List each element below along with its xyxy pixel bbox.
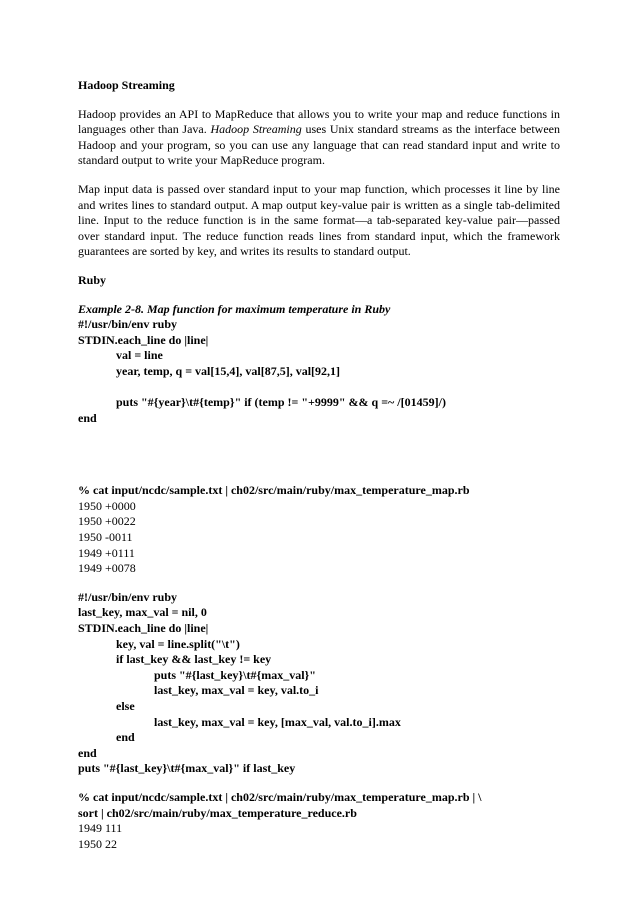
code-line: else	[116, 699, 135, 713]
shell-command: % cat input/ncdc/sample.txt | ch02/src/main/ruby/max_temperature_map.rb | \	[78, 789, 482, 804]
code-line: STDIN.each_line do |line|	[78, 621, 209, 636]
code-line: end	[78, 745, 97, 760]
output-line: 1949 111	[78, 821, 123, 836]
output-line: 1950 +0022	[78, 514, 136, 529]
code-line: key, val = line.split("\t")	[116, 636, 240, 651]
intro-text-b: uses Unix standard streams as the interface between Hadoop and your program, so you can use any language that can read standard input and write to standard output to write your MapReduce program.	[78, 122, 560, 168]
output-line: 1949 +0078	[78, 561, 136, 576]
shell-command-continued: sort | ch02/src/main/ruby/max_temperature_reduce.rb	[78, 805, 357, 820]
section-heading: Hadoop Streaming	[78, 78, 175, 92]
code-line: last_key, max_val = key, [max_val, val.to_i].max	[154, 714, 401, 729]
reduce-code-block	[78, 590, 560, 777]
intro-emphasis: Hadoop Streaming	[210, 122, 302, 137]
map-run-block	[78, 483, 560, 577]
output-line: 1950 +0000	[78, 498, 136, 513]
code-line: year, temp, q = val[15,4], val[87,5], val[92,1]	[116, 363, 341, 378]
code-line: last_key, max_val = nil, 0	[78, 605, 207, 620]
reduce-run-block	[78, 790, 560, 852]
code-line: last_key, max_val = key, val.to_i	[154, 683, 319, 698]
intro-paragraph	[78, 107, 560, 169]
output-line: 1950 -0011	[78, 530, 133, 545]
code-line: #!/usr/bin/env ruby	[78, 317, 178, 332]
code-line: #!/usr/bin/env ruby	[78, 589, 178, 604]
output-line: 1950 22	[78, 836, 117, 851]
map-input-paragraph: Map input data is passed over standard input to your map function, which processes it line by line and writes lines to standard output. A map output key-value pair is written as a single tab-delimited line. Input to the reduce function is in the same format—a tab-separated key-value pair—passed over standard input. The reduce function reads lines from standard input, which the framework guarantees are sorted by key, and writes its results to standard output.	[78, 181, 560, 259]
intro-text-a: Hadoop provides an API to MapReduce that allows you to write your map and reduce functions in languages other than Java.	[78, 106, 560, 137]
code-line: val = line	[116, 348, 163, 363]
output-line: 1949 +0111	[78, 545, 135, 560]
code-line: puts "#{last_key}\t#{max_val}" if last_key	[78, 761, 296, 776]
code-line: puts "#{last_key}\t#{max_val}"	[154, 667, 316, 682]
document-page	[78, 78, 560, 865]
code-line: end	[78, 410, 97, 425]
code-line: if last_key && last_key != key	[116, 652, 272, 667]
map-code-block	[78, 302, 560, 427]
shell-command: % cat input/ncdc/sample.txt | ch02/src/main/ruby/max_temperature_map.rb	[78, 483, 470, 498]
code-line: end	[116, 730, 135, 745]
ruby-subheading: Ruby	[78, 272, 107, 287]
example-caption: Example 2-8. Map function for maximum temperature in Ruby	[78, 301, 391, 316]
code-line: puts "#{year}\t#{temp}" if (temp != "+9999" && q =~ /[01459]/)	[116, 395, 446, 410]
code-line: STDIN.each_line do |line|	[78, 332, 209, 347]
